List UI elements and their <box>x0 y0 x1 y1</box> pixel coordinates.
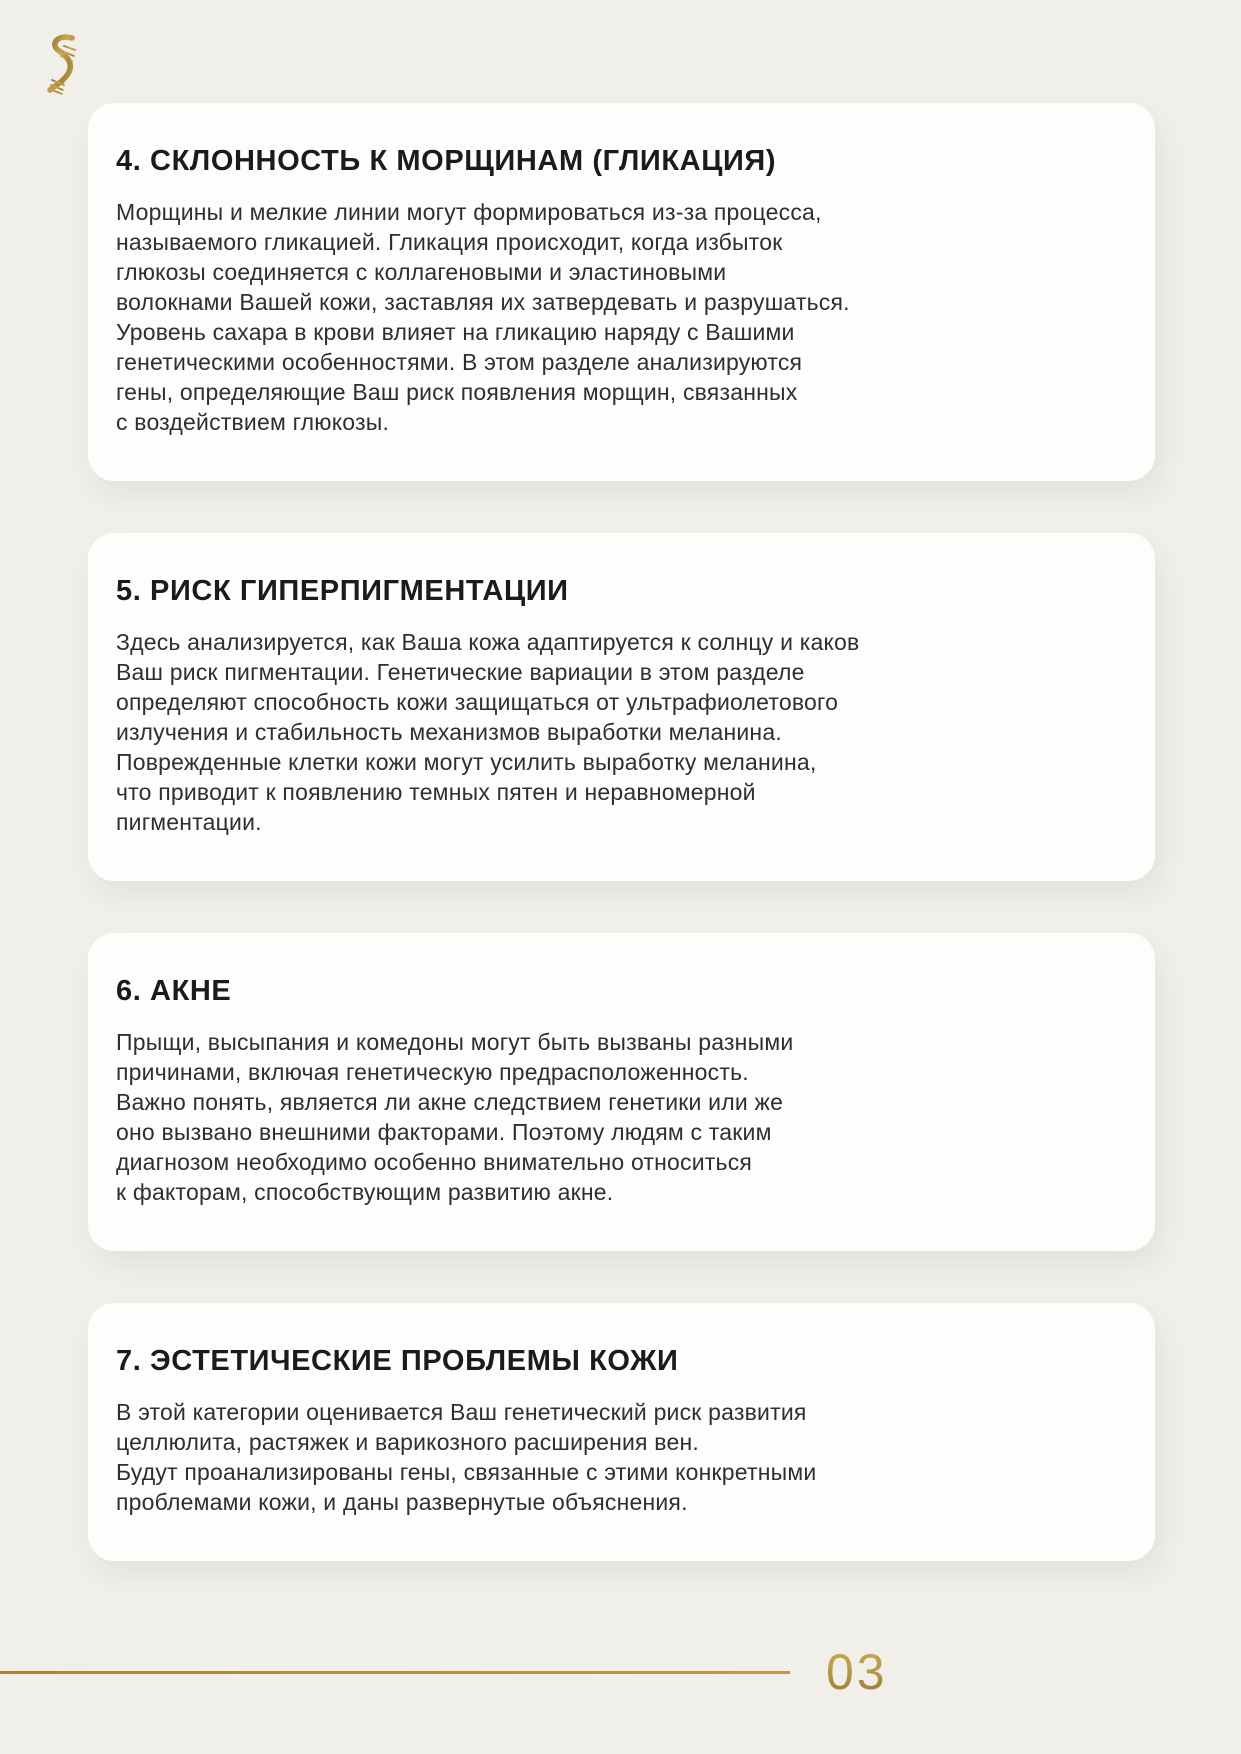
section-card-acne <box>88 933 1155 1251</box>
section-title: 6. АКНЕ <box>116 975 232 1007</box>
section-card-aesthetic-problems <box>88 1303 1155 1561</box>
section-title: 4. СКЛОННОСТЬ К МОРЩИНАМ (ГЛИКАЦИЯ) <box>116 145 777 177</box>
section-body: Морщины и мелкие линии могут формироваться из-за процесса, называемого гликацией. Гликация происходит, когда избыток глюкозы соединяется с коллагеновыми и эластиновыми волокнами Вашей кожи, заставляя их затвердевать и разрушаться. Уровень сахара в крови влияет на гликацию наряду с Вашими генетическими особенностями. В этом разделе анализируются гены, определяющие Ваш риск появления морщин, связанных с воздействием глюкозы. <box>116 199 850 435</box>
sections-list <box>88 103 1155 1613</box>
section-body: Прыщи, высыпания и комедоны могут быть вызваны разными причинами, включая генетическую предрасположенность. Важно понять, является ли акне следствием генетики или же оно вызвано внешними факторами. Поэтому людям с таким диагнозом необходимо особенно внимательно относиться к факторам, способствующим развитию акне. <box>116 1029 794 1205</box>
section-title: 5. РИСК ГИПЕРПИГМЕНТАЦИИ <box>116 575 569 607</box>
footer-divider <box>0 1671 790 1674</box>
section-card-wrinkles <box>88 103 1155 481</box>
section-card-hyperpigmentation <box>88 533 1155 881</box>
section-body: В этой категории оценивается Ваш генетический риск развития целлюлита, растяжек и варикозного расширения вен. Будут проанализированы гены, связанные с этими конкретными проблемами кожи, и даны развернутые объяснения. <box>116 1399 817 1515</box>
section-body: Здесь анализируется, как Ваша кожа адаптируется к солнцу и каков Ваш риск пигментации. Генетические вариации в этом разделе определяют способность кожи защищаться от ультрафиолетового излучения и стабильность механизмов выработки меланина. Поврежденные клетки кожи могут усилить выработку меланина, что приводит к появлению темных пятен и неравномерной пигментации. <box>116 629 860 835</box>
page-number: 03 <box>826 1644 888 1700</box>
section-title: 7. ЭСТЕТИЧЕСКИЕ ПРОБЛЕМЫ КОЖИ <box>116 1345 679 1377</box>
page-footer <box>0 1642 1241 1702</box>
dna-helix-icon <box>44 34 84 98</box>
